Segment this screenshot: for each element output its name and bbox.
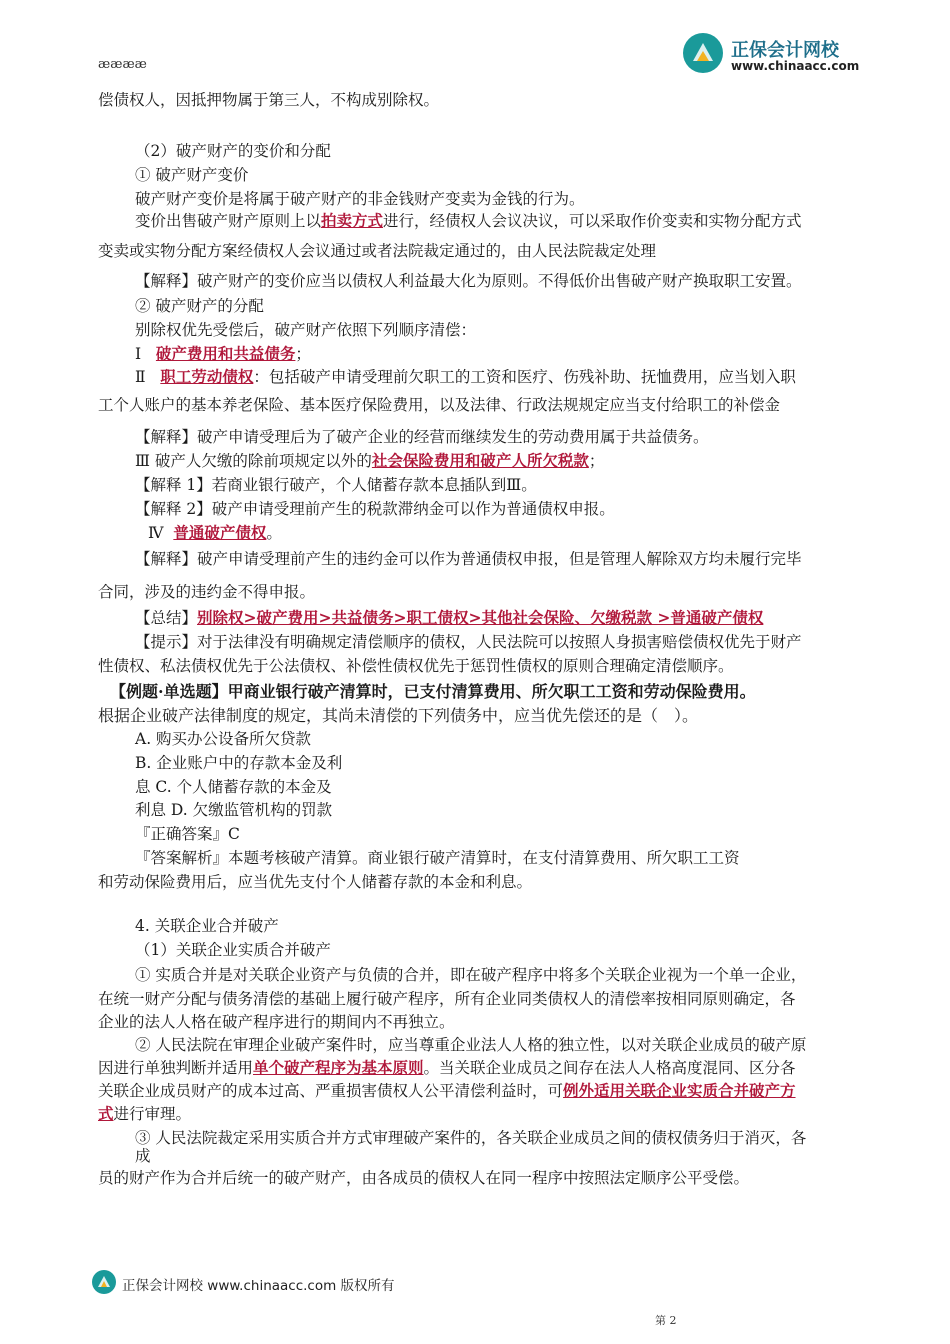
explanation: 【解释 1】若商业银行破产，个人储蓄存款本息插队到Ⅲ。	[135, 476, 537, 494]
example-question: 根据企业破产法律制度的规定，其尚未清偿的下列债务中，应当优先偿还的是（ ）。	[98, 706, 699, 725]
text-line: 合同，涉及的违约金不得申报。	[98, 583, 316, 601]
text-line: 在统一财产分配与债务清偿的基础上履行破产程序，所有企业同类债权人的清偿率按相同原则确定，各	[98, 990, 796, 1008]
text-line: 破产财产变价是将属于破产财产的非金钱财产变卖为金钱的行为。	[135, 190, 585, 208]
option-c: 息 C. 个人储蓄存款的本金及	[135, 778, 332, 796]
explanation: 【解释】破产财产的变价应当以债权人利益最大化为原则。不得低价出售破产财产换取职工安置。	[135, 272, 802, 290]
tip: 【提示】对于法律没有明确规定清偿顺序的债权，人民法院可以按照人身损害赔偿债权优先于财产	[135, 633, 802, 651]
text-line: 性债权、私法债权优先于公法债权、补偿性债权优先于惩罚性债权的原则合理确定清偿顺序。	[98, 657, 734, 675]
answer-analysis: 和劳动保险费用后，应当优先支付个人储蓄存款的本金和利息。	[98, 873, 533, 891]
section-heading: 4. 关联企业合并破产	[135, 917, 279, 935]
logo-url: www.chinaacc.com	[731, 59, 860, 73]
answer-analysis: 『答案解析』本题考核破产清算。商业银行破产清算时，在支付清算费用、所欠职工工资	[135, 849, 740, 867]
text-line: 式进行审理。	[98, 1104, 192, 1123]
option-a: A. 购买办公设备所欠贷款	[135, 730, 312, 748]
example-question: 【例题·单选题】甲商业银行破产清算时，已支付清算费用、所欠职工工资和劳动保险费用。	[110, 682, 756, 701]
priority-item-2: Ⅱ 职工劳动债权：包括破产申请受理前欠职工的工资和医疗、伤残补助、抚恤费用，应当划入职	[135, 367, 796, 386]
text-line: 企业的法人人格在破产程序进行的期间内不再独立。	[98, 1013, 455, 1031]
text-line: 因进行单独判断并适用单个破产程序为基本原则。当关联企业成员之间存在法人人格高度混同、区分各	[98, 1058, 796, 1077]
logo-brand: 正保会计网校	[731, 40, 839, 61]
option-b: B. 企业账户中的存款本金及利	[135, 754, 343, 772]
explanation: 【解释】破产申请受理后为了破产企业的经营而继续发生的劳动费用属于共益债务。	[135, 428, 709, 446]
text-line: 成	[135, 1147, 151, 1165]
priority-item-1: Ⅰ 破产费用和共益债务；	[135, 344, 311, 363]
page-number: 第 2	[655, 1314, 677, 1327]
option-d: 利息 D. 欠缴监管机构的罚款	[135, 801, 333, 819]
cropped-text-line: 工个人账户的基本养老保险、基本医疗保险费用，以及法律、行政法规规定应当支付给职工的补偿金	[98, 396, 781, 414]
summary: 【总结】别除权>破产费用>共益债务>职工债权>其他社会保险、欠缴税款 >普通破产债权	[135, 608, 764, 627]
subsection-heading: ① 破产财产变价	[135, 166, 249, 184]
text-line: ① 实质合并是对关联企业资产与负债的合并，即在破产程序中将多个关联企业视为一个单一企业，	[135, 966, 807, 984]
section-heading: （2）破产财产的变价和分配	[135, 142, 331, 160]
cropped-text-line: 变卖或实物分配方案经债权人会议通过或者法院裁定通过的，由人民法院裁定处理	[98, 242, 657, 260]
logo-icon	[683, 33, 723, 73]
subsection-heading: （1）关联企业实质合并破产	[135, 941, 331, 959]
footer-logo-icon	[92, 1270, 116, 1294]
correct-answer: 『正确答案』C	[135, 825, 240, 843]
footer-copyright: 正保会计网校 www.chinaacc.com 版权所有	[122, 1278, 395, 1294]
cropped-header-text: ææææ	[98, 57, 147, 72]
explanation: 【解释 2】破产申请受理前产生的税款滞纳金可以作为普通债权申报。	[135, 500, 615, 518]
text-line: ③ 人民法院裁定采用实质合并方式审理破产案件的，各关联企业成员之间的债权债务归于消灭，各	[135, 1129, 807, 1147]
text-line: 员的财产作为合并后统一的破产财产，由各成员的债权人在同一程序中按照法定顺序公平受偿。	[98, 1169, 750, 1187]
text-line: 偿债权人，因抵押物属于第三人，不构成别除权。	[98, 91, 440, 109]
priority-item-3: Ⅲ 破产人欠缴的除前项规定以外的社会保险费用和破产人所欠税款；	[135, 451, 605, 470]
text-line: 别除权优先受偿后，破产财产依照下列顺序清偿：	[135, 321, 477, 339]
text-line: 关联企业成员财产的成本过高、严重损害债权人公平清偿利益时，可例外适用关联企业实质合并破产方	[98, 1081, 796, 1100]
cropped-text-line: 【解释】破产申请受理前产生的违约金可以作为普通债权申报，但是管理人解除双方均未履行完毕	[135, 550, 802, 568]
priority-item-4: Ⅳ 普通破产债权。	[148, 523, 282, 542]
text-line: ② 人民法院在审理企业破产案件时，应当尊重企业法人人格的独立性，以对关联企业成员的破产原	[135, 1036, 807, 1054]
subsection-heading: ② 破产财产的分配	[135, 297, 264, 315]
cropped-text-line: 变价出售破产财产原则上以拍卖方式进行，经债权人会议决议，可以采取作价变卖和实物分配方式	[135, 211, 802, 230]
